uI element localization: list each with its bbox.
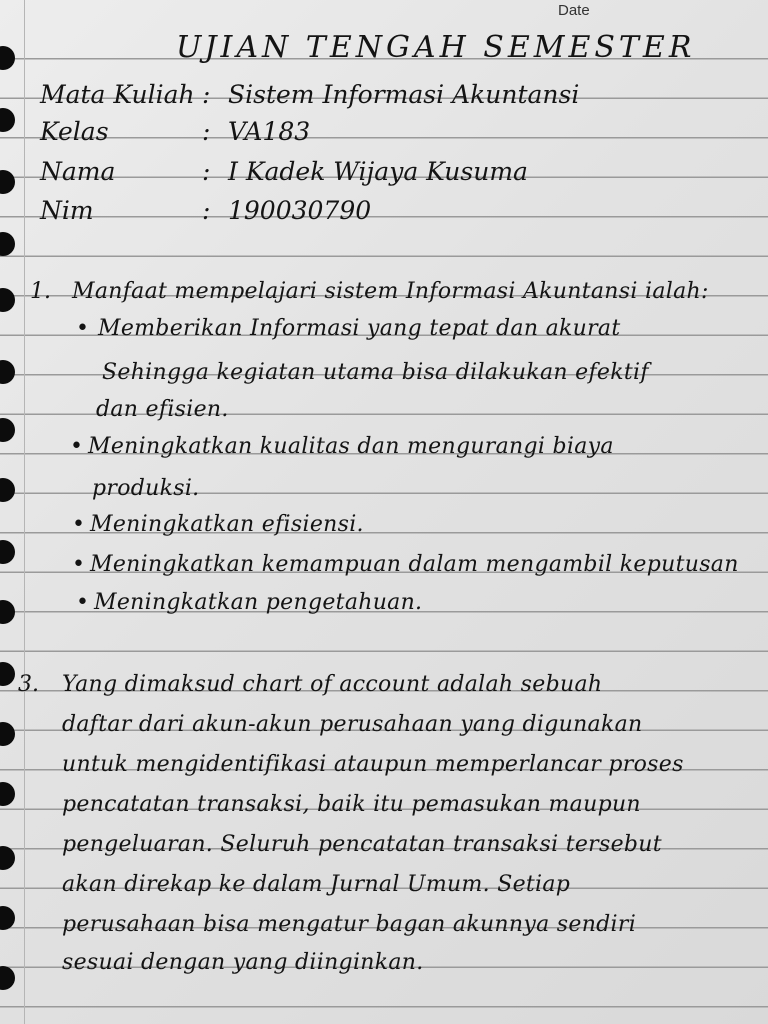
- info-value-name: I Kadek Wijaya Kusuma: [228, 157, 528, 186]
- bullet-dot: •: [72, 512, 85, 537]
- punch-hole: [0, 540, 15, 564]
- answer-line: sesuai dengan yang diinginkan.: [62, 950, 424, 975]
- info-colon: :: [202, 157, 211, 186]
- answer-line: Meningkatkan efisiensi.: [90, 512, 364, 537]
- punch-hole: [0, 846, 15, 870]
- bullet-dot: •: [72, 552, 85, 577]
- info-label-name: Nama: [40, 157, 116, 186]
- info-value-nim: 190030790: [228, 196, 372, 225]
- info-colon: :: [202, 196, 211, 225]
- answer-line: dan efisien.: [96, 397, 229, 422]
- answer-line: Sehingga kegiatan utama bisa dilakukan efektif: [102, 360, 649, 385]
- answer-line: pencatatan transaksi, baik itu pemasukan maupun: [62, 792, 641, 817]
- punch-hole: [0, 288, 15, 312]
- answer-line: Yang dimaksud chart of account adalah sebuah: [62, 672, 603, 697]
- punch-hole: [0, 232, 15, 256]
- punch-hole: [0, 170, 15, 194]
- punch-hole: [0, 478, 15, 502]
- answer-line: akan direkap ke dalam Jurnal Umum. Setiap: [62, 872, 571, 897]
- info-label-class: Kelas: [40, 117, 109, 146]
- bullet-dot: •: [76, 316, 89, 341]
- answer-line: untuk mengidentifikasi ataupun memperlancar proses: [62, 752, 684, 777]
- answer-line: Memberikan Informasi yang tepat dan akurat: [98, 316, 621, 341]
- punch-hole: [0, 722, 15, 746]
- punch-hole: [0, 360, 15, 384]
- info-colon: :: [202, 117, 211, 146]
- question-heading: Manfaat mempelajari sistem Informasi Akuntansi ialah:: [72, 279, 709, 304]
- punch-hole: [0, 906, 15, 930]
- date-label: Date: [558, 2, 590, 19]
- punch-hole: [0, 46, 15, 70]
- punch-hole: [0, 108, 15, 132]
- punch-hole: [0, 662, 15, 686]
- info-value-class: VA183: [228, 117, 311, 146]
- question-number: 1.: [30, 279, 51, 304]
- answer-line: pengeluaran. Seluruh pencatatan transaksi tersebut: [62, 832, 662, 857]
- info-colon: :: [202, 80, 211, 109]
- answer-line: Meningkatkan kemampuan dalam mengambil keputusan: [90, 552, 739, 577]
- punch-hole: [0, 418, 15, 442]
- answer-line: Meningkatkan pengetahuan.: [94, 590, 423, 615]
- punch-hole: [0, 966, 15, 990]
- answer-line: daftar dari akun-akun perusahaan yang digunakan: [62, 712, 643, 737]
- question-number: 3.: [18, 672, 39, 697]
- punch-hole: [0, 782, 15, 806]
- answer-line: Meningkatkan kualitas dan mengurangi biaya: [88, 434, 614, 459]
- bullet-dot: •: [76, 590, 89, 615]
- info-label-nim: Nim: [40, 196, 94, 225]
- answer-line: produksi.: [92, 476, 200, 501]
- margin-line: [24, 0, 25, 1024]
- answer-line: perusahaan bisa mengatur bagan akunnya sendiri: [62, 912, 637, 937]
- info-label-course: Mata Kuliah: [40, 80, 195, 109]
- page-title: UJIAN TENGAH SEMESTER: [176, 30, 696, 65]
- info-value-course: Sistem Informasi Akuntansi: [228, 80, 580, 109]
- punch-hole: [0, 600, 15, 624]
- bullet-dot: •: [70, 434, 83, 459]
